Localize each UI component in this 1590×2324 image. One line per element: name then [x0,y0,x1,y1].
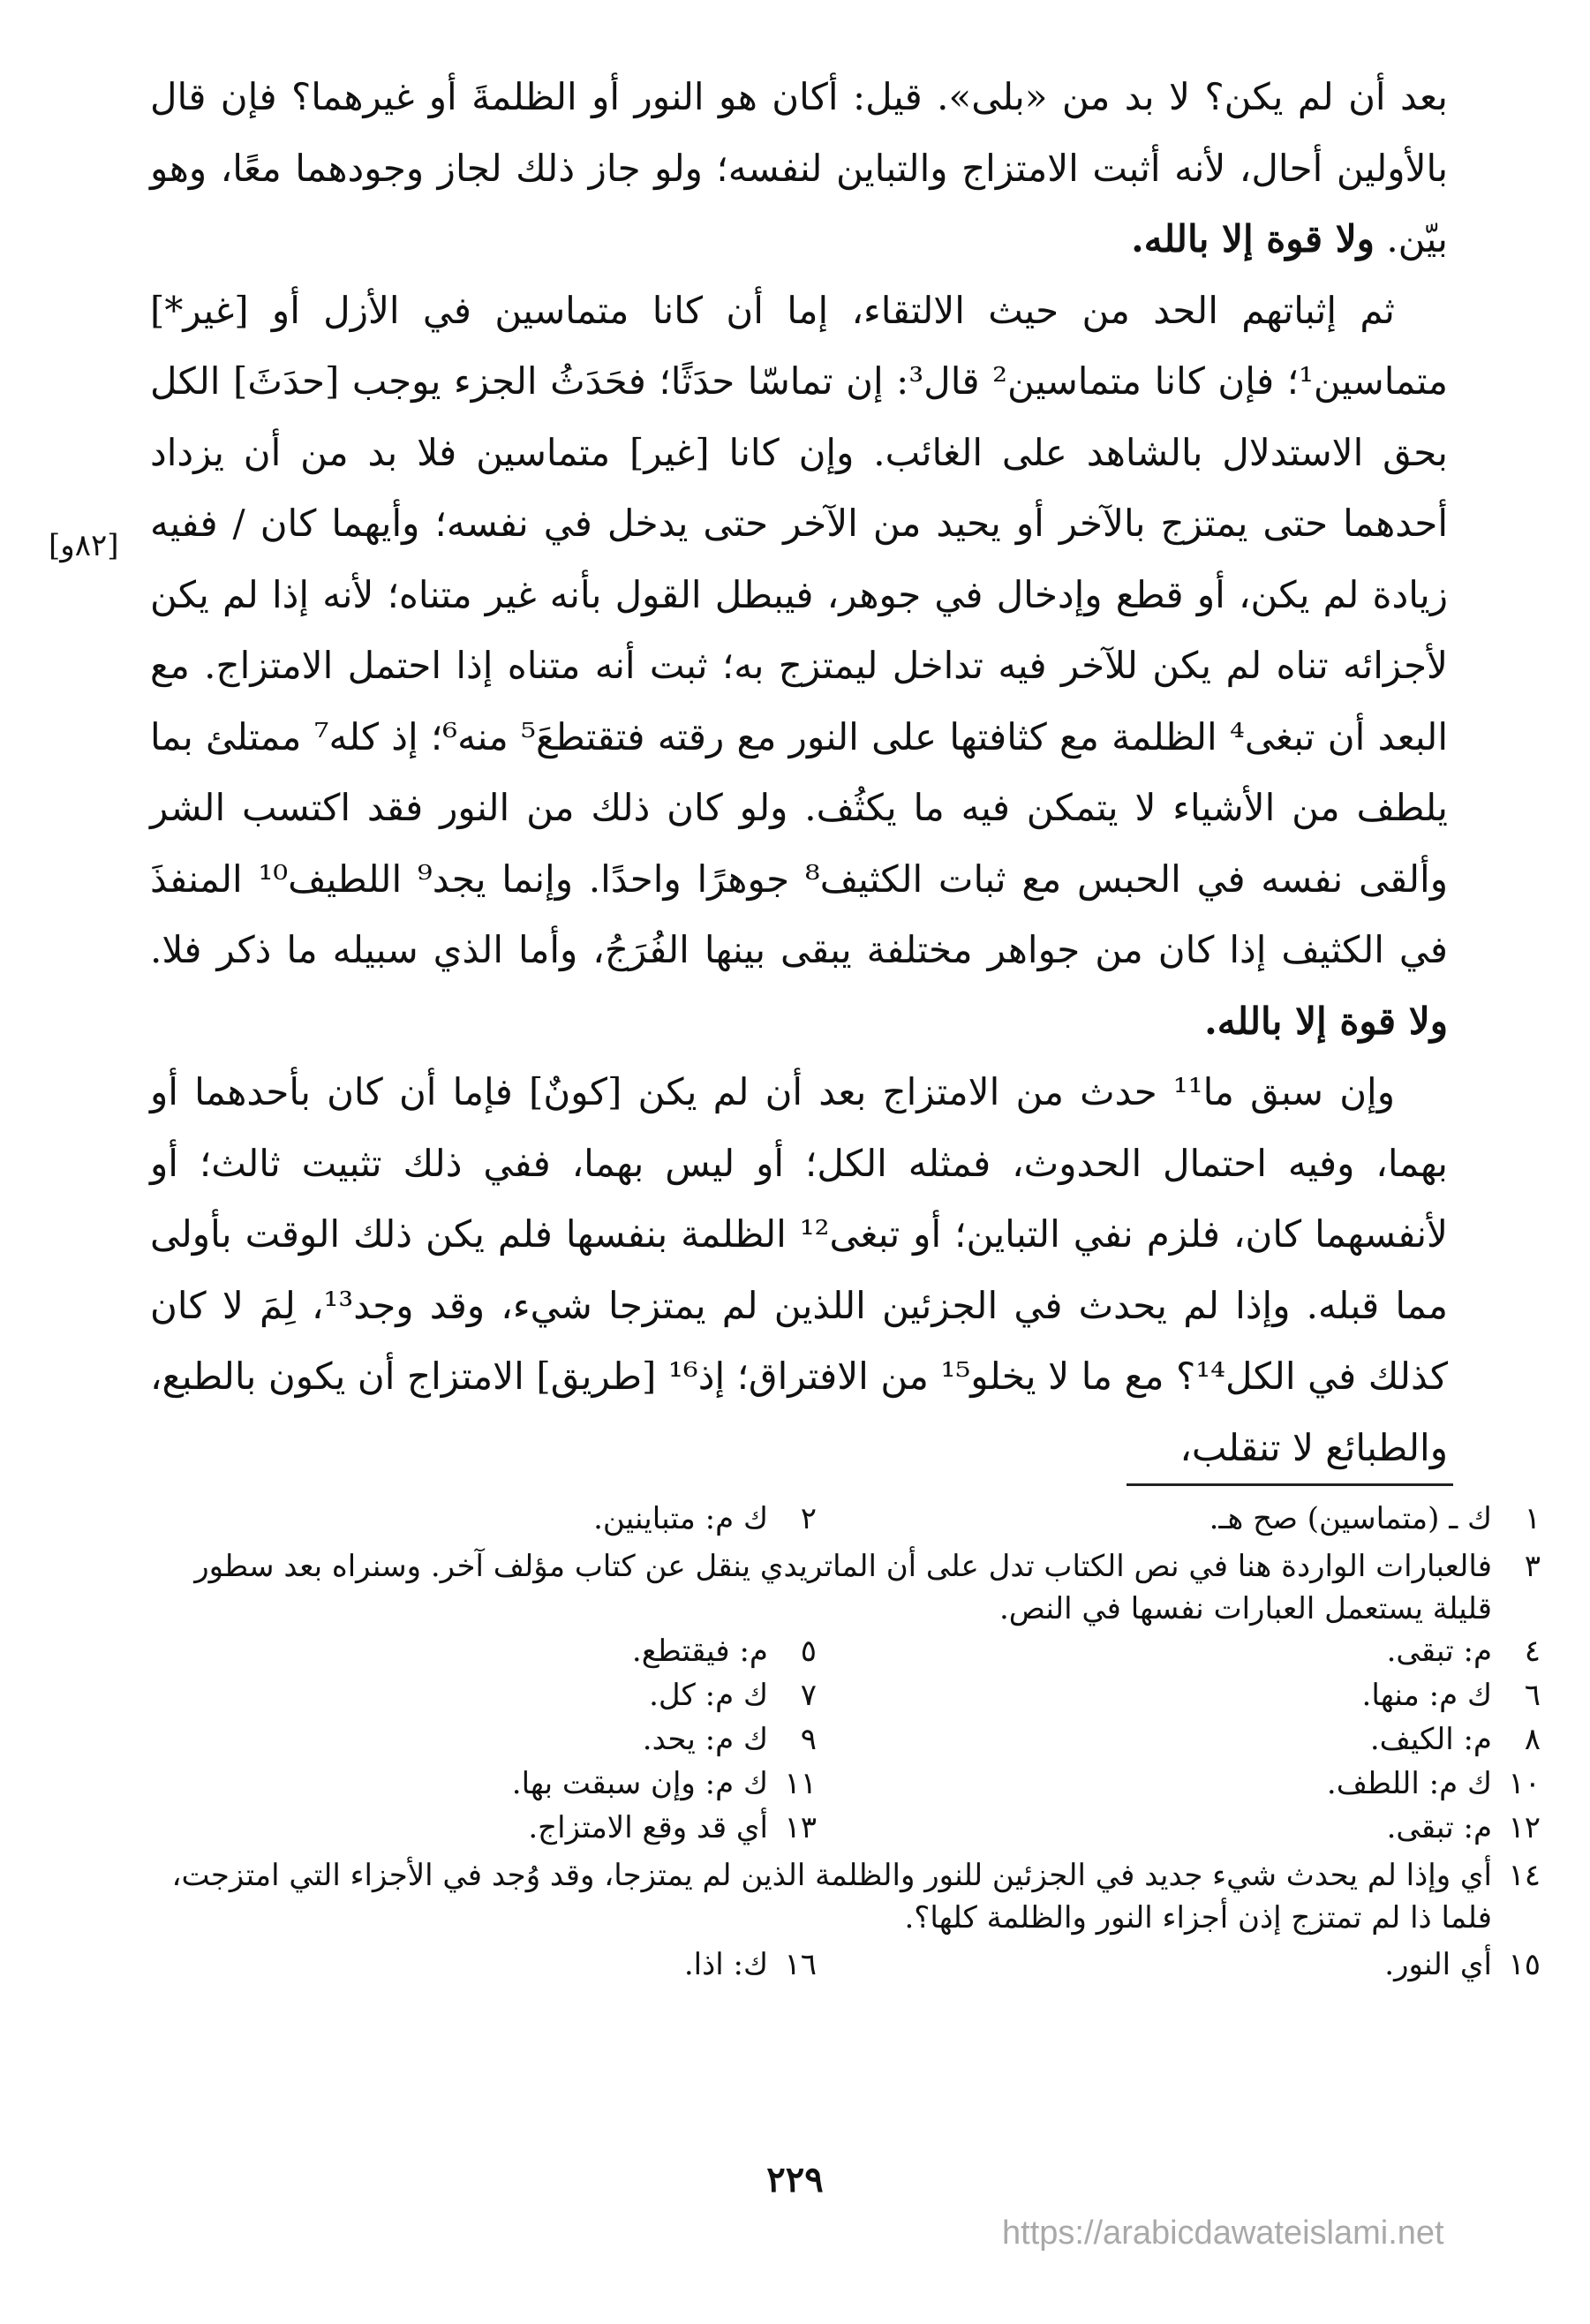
footnote-6: ٦ك م: منها. [1361,1678,1541,1713]
footnote-row-8 [150,1722,1541,1766]
paragraph-2-text: ثم إثباتهم الحد من حيث الالتقاء، إما أن كانا متماسين في الأزل أو [غير*] متماسين¹؛ فإن كانا متماسين² قال³: إن تماسّا حدَثًا؛ فحَدَثُ الجزء يوجب [حدَثَ] الكل بحق الاستدلال بالشاهد على الغائب. وإن كانا [غير] متماسين فلا بد من أن يزداد أحدهما حتى يمتزج بالآخر أو يحيد من الآخر حتى يدخل في نفسه؛ وأيهما كان / ففيه زيادة لم يكن، أو قطع وإدخال في جوهر، فيبطل القول بأنه غير متناه؛ لأنه إذا لم يكن لأجزائه تناه لم يكن للآخر فيه تداخل ليمتزج به؛ ثبت أنه متناه إذا احتمل الامتزاج. مع البعد أن تبغى⁴ الظلمة مع كثافتها على النور مع رقته فتقتطعَ⁵ منه⁶؛ إذ كله⁷ ممتلئ بما يلطف من الأشياء لا يتمكن فيه ما يكثُف. ولو كان ذلك من النور فقد اكتسب الشر وألقى نفسه في الحبس مع ثبات الكثيف⁸ جوهرًا واحدًا. وإنما يجد⁹ اللطيف¹⁰ المنفذَ في الكثيف إذا كان من جواهر مختلفة يبقى بينها الفُرَجُ، وأما الذي سبيله ما ذكر فلا. [150,288,1449,971]
footnote-7: ٧ك م: كل. [649,1678,817,1713]
footnote-row-4 [150,1634,1541,1678]
footnote-2: ٢ك م: متباينين. [593,1501,817,1536]
footnote-9: ٩ك م: يحد. [642,1722,817,1757]
footnote-15: ١٥أي النور. [1384,1947,1541,1982]
footnote-row-12 [150,1810,1541,1854]
folio-margin-note: [٨٢و] [49,528,119,563]
paragraph-2 [150,275,1448,1058]
footnote-4: ٤م: تبقى. [1386,1634,1541,1669]
paragraph-3: وإن سبق ما¹¹ حدث من الامتزاج بعد أن لم يكن [كونٌ] فإما أن كان بأحدهما أو بهما، وفيه احتمال الحدوث، فمثله الكل؛ أو ليس بهما، ففي ذلك تثبيت ثالث؛ أو لأنفسهما كان، فلزم نفي التباين؛ أو تبغى¹² الظلمة بنفسها فلم يكن ذلك الوقت بأولى مما قبله. وإذا لم يحدث في الجزئين اللذين لم يمتزجا شيء، وقد وجد¹³، لِمَ لا كان كذلك في الكل¹⁴؟ مع ما لا يخلو¹⁵ من الافتراق؛ إذ¹⁶ [طريق] الامتزاج أن يكون بالطبع، والطبائع لا تنقلب، [150,1070,1448,1469]
page-number: ٢٢٩ [766,2159,824,2200]
footnote-13: ١٣أي قد وقع الامتزاج. [528,1810,817,1845]
paragraph-2-closing: ولا قوة إلا بالله. [1204,999,1448,1043]
footnote-11: ١١ك م: وإن سبقت بها. [511,1766,817,1801]
footnote-10: ١٠ك م: اللطف. [1326,1766,1541,1801]
footnote-1: ١ك ـ (متماسين) صح هـ. [1209,1501,1541,1536]
main-text [150,62,1448,1483]
footnote-row-10 [150,1766,1541,1810]
paragraph-1-line-1: بعد أن لم يكن؟ لا بد من «بلى». قيل: أكان هو النور أو الظلمةَ أو غيرهما؟ فإن قال بالأولين [150,75,1449,190]
footnote-row-6 [150,1678,1541,1722]
footnote-5: ٥م: فيقتطع. [631,1634,817,1669]
footnote-14: ١٤أي وإذا لم يحدث شيء جديد في الجزئين للنور والظلمة الذين لم يمتزجا، وقد وُجد في الأجزاء التي امتزجت، فلما ذا لم تمتزج إذن أجزاء النور والظلمة كلها؟. [171,1858,1541,1935]
footnote-row-15 [150,1947,1541,1991]
footnote-8: ٨م: الكيف. [1369,1722,1541,1757]
footnotes [150,1501,1541,2137]
paragraph-1 [150,62,1448,275]
footnote-row-1 [150,1501,1541,1545]
footnote-divider [1127,1483,1453,1486]
footnote-12: ١٢م: تبقى. [1386,1810,1541,1845]
paragraph-1-closing: ولا قوة إلا بالله. [1131,217,1375,260]
footnote-3: ٣فالعبارات الواردة هنا في نص الكتاب تدل على أن الماتريدي ينقل عن كتاب مؤلف آخر. وسنراه بعد سطور قليلة يستعمل العبارات نفسها في النص. [194,1549,1541,1626]
watermark-url: https://arabicdawateislami.net [1002,2215,1444,2252]
paragraph-1-line-2: أحال، لأنه أثبت الامتزاج والتباين لنفسه؛ ولو جاز ذلك لجاز وجودهما معًا، وهو بيّن. [150,146,1448,260]
footnote-16: ١٦ك: اذا. [683,1947,817,1982]
